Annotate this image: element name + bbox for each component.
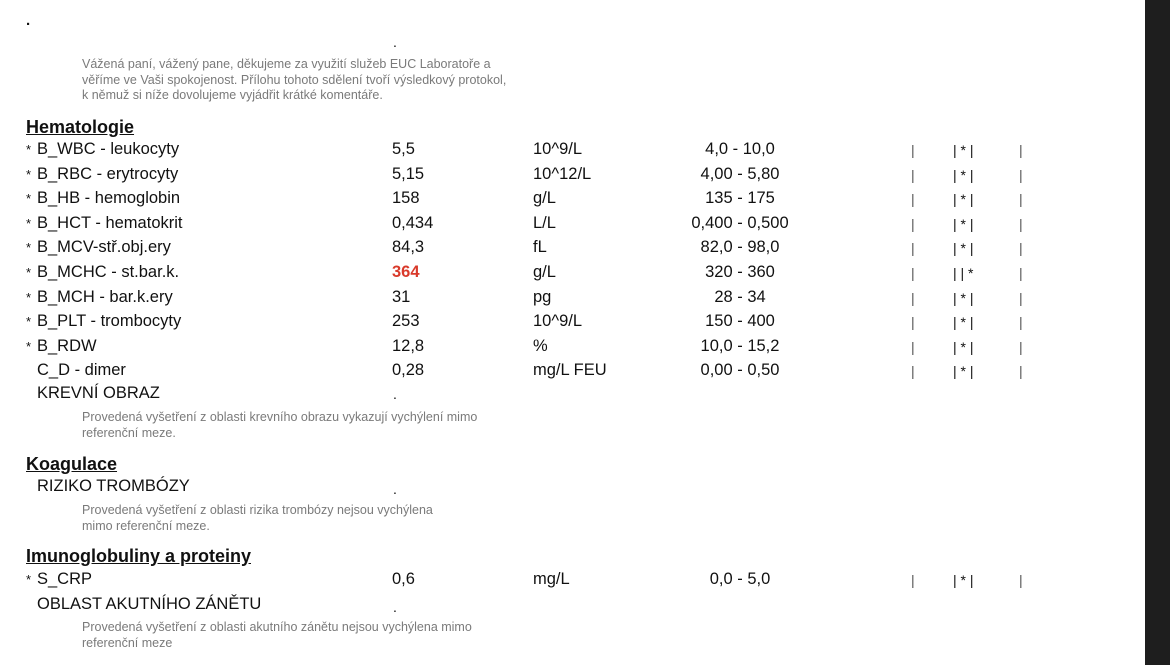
flag-divider: | [1019,289,1023,306]
flag-divider: | [911,338,915,355]
comment-thrombosis [82,503,433,534]
reference-range: 0,0 - 5,0 [709,570,771,588]
flag-divider: | [911,142,915,158]
flag-divider: | [1019,314,1023,331]
reference-range: 4,0 - 10,0 [705,140,775,158]
result-row [0,238,1145,262]
test-unit: g/L [533,263,556,281]
result-flag: | * | [953,215,974,232]
result-row [0,165,1145,189]
comment-line: referenční meze [82,635,173,650]
result-flag: | * | [953,240,974,257]
result-flag: | * | [953,572,974,588]
test-name: B_WBC - leukocyty [37,140,180,158]
result-row [0,263,1145,287]
reference-range: 4,00 - 5,80 [700,164,780,183]
test-value: 5,5 [392,140,415,158]
flag-divider: | [1019,363,1023,380]
test-value: 253 [392,312,420,331]
result-flag: | * | [953,142,974,158]
comment-line: Provedená vyšetření z oblasti rizika trombózy nejsou vychýlena [82,503,433,517]
test-value: 31 [392,287,411,306]
flag-divider: | [1019,265,1023,281]
flag-divider: | [1019,166,1023,183]
test-name: B_MCHC - st.bar.k. [37,263,180,281]
flag-divider: | [911,314,915,331]
required-star: * [26,572,32,587]
test-unit: mg/L FEU [533,361,607,380]
test-name: S_CRP [37,570,93,588]
required-star: * [26,166,32,182]
comment-line: referenční meze. [82,425,176,440]
result-row [0,140,1145,164]
test-value: 5,15 [392,164,425,183]
flag-divider: | [1019,191,1023,208]
test-value: 0,6 [392,570,415,588]
required-star: * [26,240,32,256]
flag-divider: | [911,363,915,380]
flag-divider: | [911,191,915,208]
summary-period: . [393,599,397,615]
required-star: * [26,215,32,231]
test-unit: mg/L [533,570,570,588]
result-flag: | * | [953,166,974,183]
summary-label-blood-count: KREVNÍ OBRAZ [37,384,160,402]
test-unit: 10^12/L [533,164,592,183]
test-name: B_PLT - trombocyty [37,312,182,331]
test-value: 12,8 [392,336,425,355]
comment-blood-count [82,410,477,441]
result-flag: | * | [953,289,974,306]
result-row [0,312,1145,336]
required-star: * [26,265,32,280]
section-title-immunoglobulins: Imunoglobuliny a proteiny [26,546,251,566]
required-star: * [26,314,32,330]
result-flag: | * | [953,314,974,331]
intro-line: k němuž si níže dovolujeme vyjádřit krátké komentáře. [82,88,383,102]
comment-inflammation [82,620,472,651]
header-mark: . [26,12,31,29]
flag-divider: | [911,289,915,306]
reference-range: 0,00 - 0,50 [700,361,780,380]
test-unit: L/L [533,213,556,232]
test-unit: % [533,336,548,355]
test-name: C_D - dimer [37,361,126,380]
reference-range: 135 - 175 [705,189,775,208]
comment-line: Provedená vyšetření z oblasti krevního obrazu vykazují vychýlení mimo [82,410,478,424]
result-flag: | * | [953,363,974,380]
required-star: * [26,142,32,157]
test-name: B_RDW [37,336,97,355]
reference-range: 10,0 - 15,2 [700,336,780,355]
comment-line: Provedená vyšetření z oblasti akutního zánětu nejsou vychýlena mimo [82,620,472,634]
reference-range: 28 - 34 [714,287,766,306]
header-period: . [393,34,397,50]
test-value: 364 [392,263,420,281]
flag-divider: | [1019,215,1023,232]
comment-line: mimo referenční meze. [82,518,210,533]
section-title-coagulation: Koagulace [26,454,118,474]
test-unit: 10^9/L [533,140,583,158]
test-name: B_HCT - hematokrit [37,213,183,232]
summary-label-inflammation: OBLAST AKUTNÍHO ZÁNĚTU [37,595,262,613]
reference-range: 82,0 - 98,0 [700,238,780,257]
result-flag: | | * [953,265,974,281]
test-unit: g/L [533,189,556,208]
test-unit: fL [533,238,547,257]
result-row [0,189,1145,213]
section-title-hematology: Hematologie [26,117,135,137]
result-row [0,337,1145,361]
result-row [0,288,1145,312]
test-unit: 10^9/L [533,312,583,331]
flag-divider: | [911,166,915,183]
result-flag: | * | [953,191,974,208]
test-value: 0,28 [392,361,425,380]
reference-range: 0,400 - 0,500 [691,213,789,232]
test-name: B_MCV-stř.obj.ery [37,238,171,257]
intro-text [82,57,506,104]
result-row [0,214,1145,238]
intro-line: věříme ve Vaši spokojenost. Přílohu tohoto sdělení tvoří výsledkový protokol, [82,72,507,87]
summary-period: . [393,481,397,497]
required-star: * [26,289,32,305]
flag-divider: | [1019,240,1023,257]
test-unit: pg [533,287,552,306]
test-value: 0,434 [392,213,434,232]
intro-line: Vážená paní, vážený pane, děkujeme za využití služeb EUC Laboratoře a [82,57,491,71]
required-star: * [26,338,32,354]
test-value: 158 [392,189,420,208]
test-name: B_HB - hemoglobin [37,189,181,208]
flag-divider: | [911,240,915,257]
result-flag: | * | [953,338,974,355]
required-star: * [26,191,32,207]
flag-divider: | [911,572,915,588]
flag-divider: | [1019,142,1023,158]
test-value: 84,3 [392,238,425,257]
summary-label-thrombosis: RIZIKO TROMBÓZY [37,477,190,495]
reference-range: 150 - 400 [705,312,775,331]
test-name: B_RBC - erytrocyty [37,164,179,183]
window-edge [1145,0,1170,665]
reference-range: 320 - 360 [705,263,775,281]
result-row [0,570,1145,594]
result-row [0,361,1145,385]
flag-divider: | [911,265,915,281]
flag-divider: | [1019,572,1023,588]
summary-period: . [393,386,397,402]
test-name: B_MCH - bar.k.ery [37,287,173,306]
flag-divider: | [911,215,915,232]
flag-divider: | [1019,338,1023,355]
